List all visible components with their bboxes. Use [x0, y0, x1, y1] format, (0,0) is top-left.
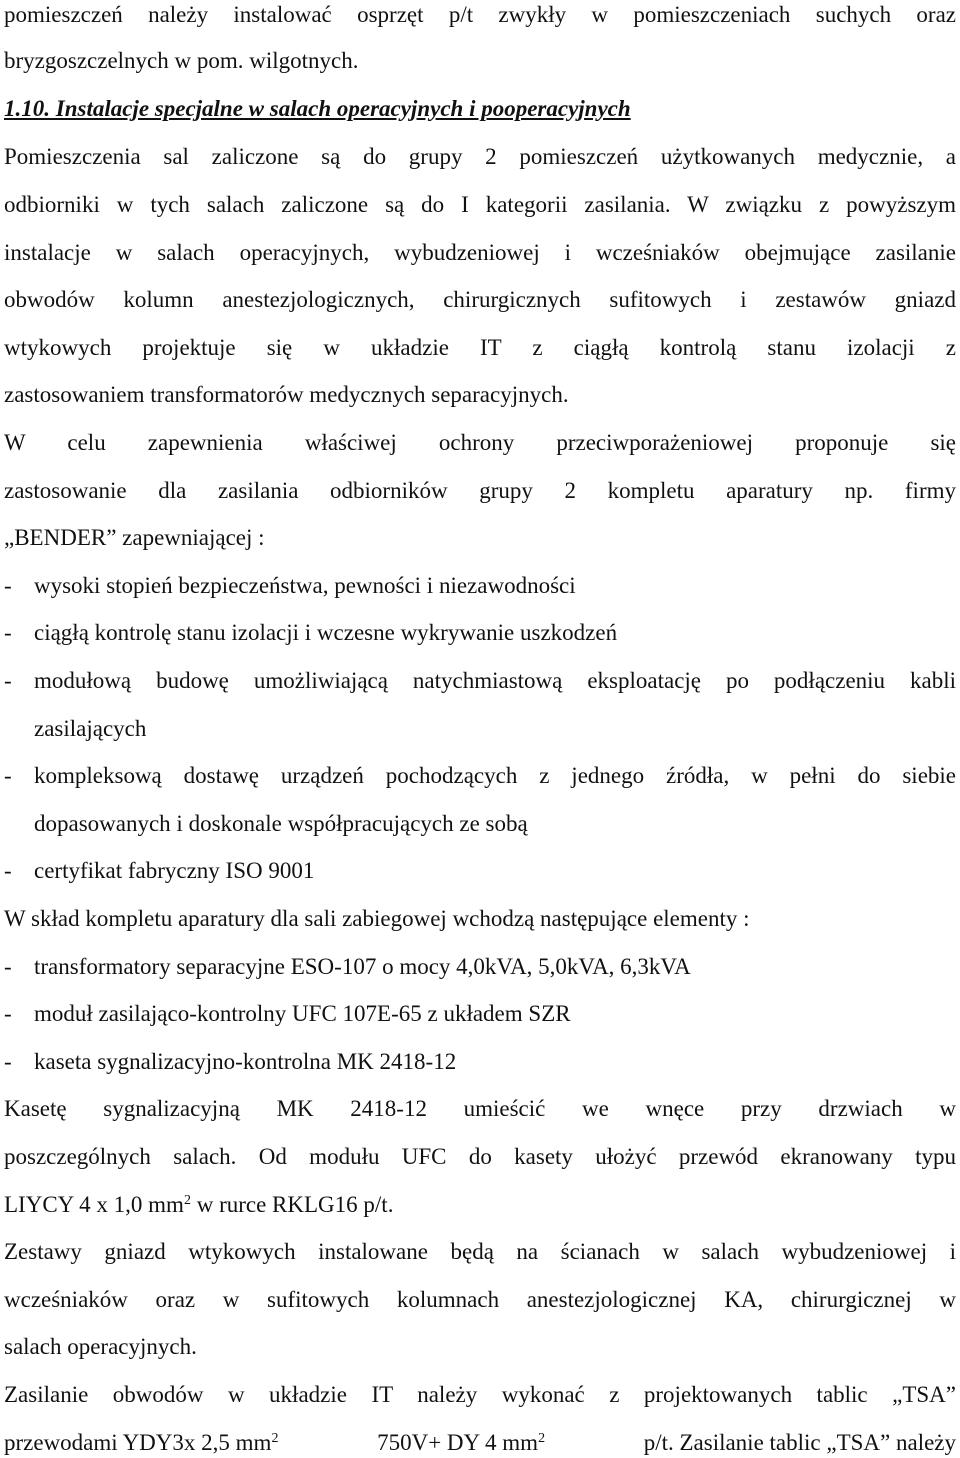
text-line: Kasetę sygnalizacyjną MK 2418-12 umieścić we wnęce przy drzwiach w [4, 1096, 956, 1121]
list-dash: - [4, 858, 12, 883]
text-line: pomieszczeń należy instalować osprzęt p/t zwykły w pomieszczeniach suchych oraz [4, 2, 956, 27]
list-dash: - [4, 1049, 12, 1074]
list-dash: - [4, 573, 12, 598]
text-line: bryzgoszczelnych w pom. wilgotnych. [4, 48, 359, 73]
text-line: „BENDER” zapewniającej : [4, 525, 265, 550]
text-line: salach operacyjnych. [4, 1334, 197, 1359]
text-line: poszczególnych salach. Od modułu UFC do kasety ułożyć przewód ekranowany typu [4, 1144, 956, 1169]
list-dash: - [4, 954, 12, 979]
text-segment: 750V+ DY 4 $mm^2$ [377, 1430, 546, 1455]
text-line: zastosowanie dla zasilania odbiorników grupy 2 kompletu aparatury np. firmy [4, 478, 956, 503]
list-item: certyfikat fabryczny ISO 9001 [34, 858, 315, 883]
list-dash: - [4, 668, 12, 693]
list-item: transformatory separacyjne ESO-107 o mocy 4,0kVA, 5,0kVA, 6,3kVA [34, 954, 691, 979]
superscript: 2 [538, 1431, 546, 1446]
list-dash: - [4, 763, 12, 788]
text-segment: w rurce RKLG16 p/t. [190, 1192, 394, 1217]
text-line [4, 1428, 956, 1458]
text-segment: przewodami YDY3x 2,5 $mm^2$ [4, 1430, 279, 1455]
text-line: instalacje w salach operacyjnych, wybudzeniowej i wcześniaków obejmujące zasilanie [4, 240, 956, 265]
text-line [4, 1190, 956, 1220]
list-item: wysoki stopień bezpieczeństwa, pewności i niezawodności [34, 573, 576, 598]
text-segment: p/t. Zasilanie tablic „TSA” należy [643, 1430, 956, 1455]
section-heading: 1.10. Instalacje specjalne w salach operacyjnych i pooperacyjnych [4, 96, 631, 121]
text-line: W celu zapewnienia właściwej ochrony przeciwporażeniowej proponuje się [4, 430, 956, 455]
text-line: zastosowaniem transformatorów medycznych separacyjnych. [4, 382, 569, 407]
list-dash: - [4, 1001, 12, 1026]
text-line: Zestawy gniazd wtykowych instalowane będą na ścianach w salach wybudzeniowej i [4, 1239, 956, 1264]
text-line: Pomieszczenia sal zaliczone są do grupy 2 pomieszczeń użytkowanych medycznie, a [4, 144, 956, 169]
superscript: 2 [271, 1431, 279, 1446]
text-segment: LIYCY 4 x 1,0 mm [4, 1192, 184, 1217]
text-line: wtykowych projektuje się w układzie IT z ciągłą kontrolą stanu izolacji z [4, 335, 956, 360]
list-item-continuation: dopasowanych i doskonale współpracujących ze sobą [34, 811, 528, 836]
list-item-continuation: zasilających [34, 716, 147, 741]
text-line: W skład kompletu aparatury dla sali zabiegowej wchodzą następujące elementy : [4, 906, 750, 931]
text-line: odbiorniki w tych salach zaliczone są do I kategorii zasilania. W związku z powyższym [4, 192, 956, 217]
list-item: ciągłą kontrolę stanu izolacji i wczesne wykrywanie uszkodzeń [34, 620, 618, 645]
list-item: modułową budowę umożliwiającą natychmiastową eksploatację po podłączeniu kabli [34, 668, 956, 693]
superscript: 2 [183, 1193, 191, 1208]
list-item: kompleksową dostawę urządzeń pochodzących z jednego źródła, w pełni do siebie [34, 763, 956, 788]
list-item: moduł zasilająco-kontrolny UFC 107E-65 z układem SZR [34, 1001, 571, 1026]
list-item: kaseta sygnalizacyjno-kontrolna MK 2418-12 [34, 1049, 457, 1074]
list-dash: - [4, 620, 12, 645]
text-line: Zasilanie obwodów w układzie IT należy wykonać z projektowanych tablic „TSA” [4, 1382, 956, 1407]
text-line: wcześniaków oraz w sufitowych kolumnach anestezjologicznej KA, chirurgicznej w [4, 1287, 956, 1312]
text-line: obwodów kolumn anestezjologicznych, chirurgicznych sufitowych i zestawów gniazd [4, 287, 956, 312]
